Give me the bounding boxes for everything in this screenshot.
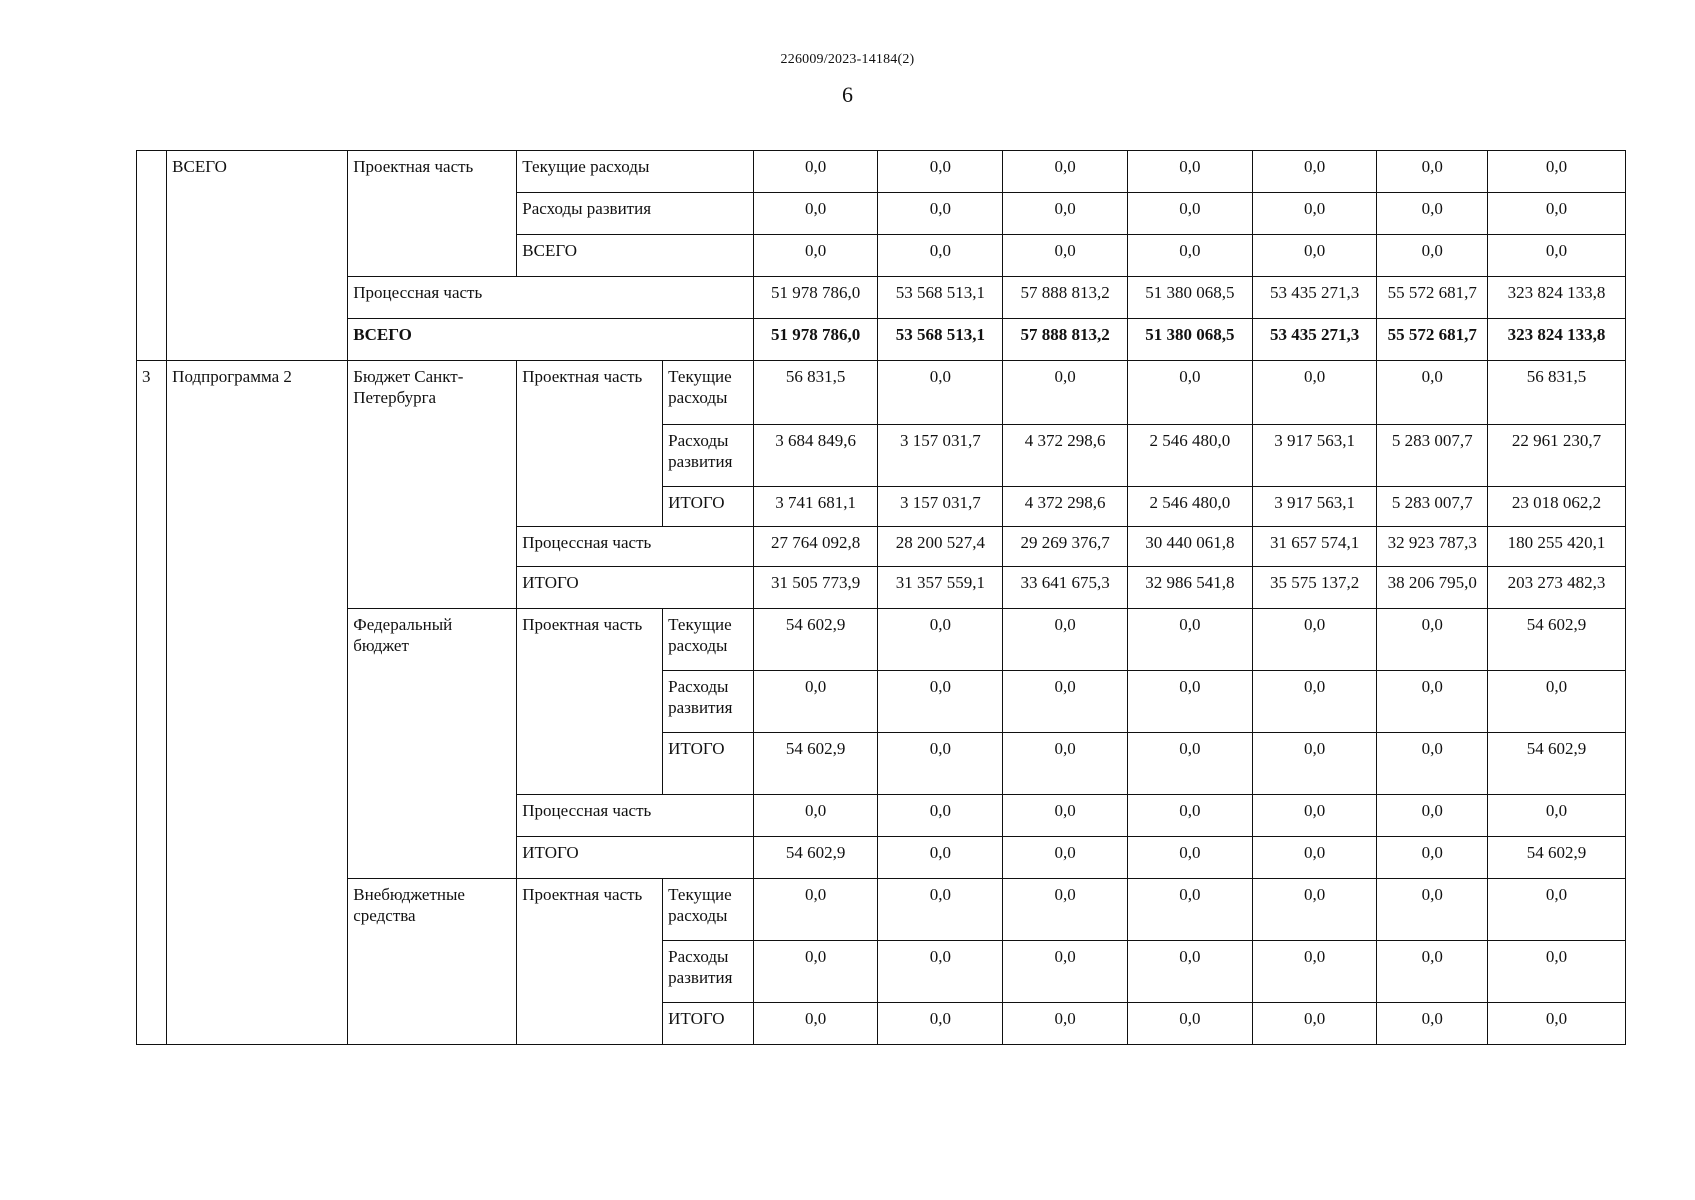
value-cell: 31 505 773,9 [753, 567, 878, 609]
value-cell: 0,0 [1127, 879, 1252, 941]
value-cell: 0,0 [753, 1003, 878, 1045]
value-cell: 0,0 [878, 361, 1003, 425]
value-cell: 0,0 [1252, 193, 1377, 235]
value-cell: 0,0 [1252, 795, 1377, 837]
value-cell: 3 157 031,7 [878, 487, 1003, 527]
value-cell: 0,0 [1488, 151, 1626, 193]
value-cell: 0,0 [1127, 671, 1252, 733]
value-cell: 0,0 [1488, 879, 1626, 941]
value-cell: 0,0 [878, 1003, 1003, 1045]
subprogram-name: Подпрограмма 2 [167, 361, 348, 1045]
current-expenses-label: Текущие расходы [517, 151, 753, 193]
value-cell: 0,0 [878, 837, 1003, 879]
value-cell: 0,0 [1127, 609, 1252, 671]
value-cell: 0,0 [1377, 151, 1488, 193]
value-cell: 0,0 [1377, 879, 1488, 941]
value-cell: 2 546 480,0 [1127, 487, 1252, 527]
current-expenses-label: Текущие расходы [663, 361, 754, 425]
project-part-label: Проектная часть [517, 609, 663, 795]
value-cell: 0,0 [1003, 795, 1128, 837]
value-cell: 0,0 [1488, 671, 1626, 733]
value-cell: 0,0 [1003, 235, 1128, 277]
budget-table [136, 150, 1626, 1045]
value-cell: 57 888 813,2 [1003, 277, 1128, 319]
value-cell: 0,0 [1488, 795, 1626, 837]
value-cell: 0,0 [878, 941, 1003, 1003]
value-cell: 4 372 298,6 [1003, 487, 1128, 527]
value-cell: 0,0 [1252, 671, 1377, 733]
value-cell: 0,0 [1377, 235, 1488, 277]
value-cell: 2 546 480,0 [1127, 425, 1252, 487]
value-cell: 0,0 [1377, 1003, 1488, 1045]
value-cell: 54 602,9 [1488, 609, 1626, 671]
value-cell: 0,0 [1252, 837, 1377, 879]
value-cell: 0,0 [1127, 151, 1252, 193]
project-part-label: Проектная часть [517, 879, 663, 1045]
value-cell: 0,0 [1003, 671, 1128, 733]
page-number: 6 [842, 82, 853, 107]
value-cell: 51 978 786,0 [753, 319, 878, 361]
value-cell: 0,0 [1377, 609, 1488, 671]
value-cell: 0,0 [878, 151, 1003, 193]
value-cell: 32 986 541,8 [1127, 567, 1252, 609]
value-cell: 27 764 092,8 [753, 527, 878, 567]
value-cell: 54 602,9 [753, 837, 878, 879]
value-cell: 0,0 [1377, 361, 1488, 425]
value-cell: 29 269 376,7 [1003, 527, 1128, 567]
source-total-label: ИТОГО [517, 837, 753, 879]
value-cell: 0,0 [1252, 361, 1377, 425]
value-cell: 0,0 [1127, 361, 1252, 425]
value-cell: 0,0 [1377, 941, 1488, 1003]
value-cell: 0,0 [753, 795, 878, 837]
funding-source-spb: Бюджет Санкт-Петербурга [348, 361, 517, 609]
value-cell: 0,0 [878, 733, 1003, 795]
value-cell: 0,0 [1003, 151, 1128, 193]
value-cell: 0,0 [1377, 193, 1488, 235]
development-expenses-label: Расходы развития [663, 941, 754, 1003]
value-cell: 55 572 681,7 [1377, 319, 1488, 361]
value-cell: 5 283 007,7 [1377, 487, 1488, 527]
value-cell: 28 200 527,4 [878, 527, 1003, 567]
value-cell: 0,0 [753, 879, 878, 941]
value-cell: 0,0 [1127, 837, 1252, 879]
value-cell: 0,0 [1488, 941, 1626, 1003]
value-cell: 0,0 [753, 671, 878, 733]
value-cell: 53 435 271,3 [1252, 277, 1377, 319]
value-cell: 30 440 061,8 [1127, 527, 1252, 567]
itogo-label: ИТОГО [663, 487, 754, 527]
value-cell: 0,0 [1488, 235, 1626, 277]
value-cell: 0,0 [1003, 837, 1128, 879]
value-cell: 0,0 [753, 193, 878, 235]
document-id: 226009/2023-14184(2) [780, 52, 915, 67]
value-cell: 0,0 [1252, 609, 1377, 671]
value-cell: 33 641 675,3 [1003, 567, 1128, 609]
value-cell: 55 572 681,7 [1377, 277, 1488, 319]
itogo-label: ИТОГО [663, 1003, 754, 1045]
row-number-cell [137, 151, 167, 361]
project-part-label: Проектная часть [348, 151, 517, 277]
value-cell: 4 372 298,6 [1003, 425, 1128, 487]
value-cell: 38 206 795,0 [1377, 567, 1488, 609]
value-cell: 51 380 068,5 [1127, 277, 1252, 319]
value-cell: 0,0 [878, 795, 1003, 837]
value-cell: 0,0 [878, 609, 1003, 671]
value-cell: 0,0 [1127, 1003, 1252, 1045]
value-cell: 3 917 563,1 [1252, 487, 1377, 527]
value-cell: 0,0 [878, 193, 1003, 235]
value-cell: 0,0 [1252, 941, 1377, 1003]
value-cell: 0,0 [1127, 941, 1252, 1003]
project-total-label: ВСЕГО [517, 235, 753, 277]
value-cell: 0,0 [1377, 733, 1488, 795]
value-cell: 0,0 [1127, 795, 1252, 837]
value-cell: 0,0 [1003, 1003, 1128, 1045]
value-cell: 31 357 559,1 [878, 567, 1003, 609]
value-cell: 0,0 [1127, 733, 1252, 795]
value-cell: 323 824 133,8 [1488, 319, 1626, 361]
grand-total-label: ВСЕГО [348, 319, 753, 361]
table-row [137, 879, 1626, 941]
current-expenses-label: Текущие расходы [663, 609, 754, 671]
value-cell: 32 923 787,3 [1377, 527, 1488, 567]
value-cell: 0,0 [1252, 151, 1377, 193]
value-cell: 51 978 786,0 [753, 277, 878, 319]
value-cell: 0,0 [1252, 879, 1377, 941]
value-cell: 0,0 [753, 941, 878, 1003]
value-cell: 0,0 [1377, 837, 1488, 879]
value-cell: 0,0 [1488, 193, 1626, 235]
value-cell: 0,0 [1003, 879, 1128, 941]
process-part-label: Процессная часть [517, 795, 753, 837]
value-cell: 54 602,9 [753, 609, 878, 671]
value-cell: 0,0 [753, 235, 878, 277]
value-cell: 56 831,5 [1488, 361, 1626, 425]
table-row [137, 151, 1626, 193]
value-cell: 3 741 681,1 [753, 487, 878, 527]
funding-source-extrabudgetary: Внебюджетные средства [348, 879, 517, 1045]
value-cell: 0,0 [1252, 235, 1377, 277]
value-cell: 0,0 [1003, 609, 1128, 671]
value-cell: 0,0 [1003, 733, 1128, 795]
value-cell: 0,0 [1488, 1003, 1626, 1045]
row-number: 3 [137, 361, 167, 1045]
value-cell: 23 018 062,2 [1488, 487, 1626, 527]
total-label: ВСЕГО [167, 151, 348, 361]
value-cell: 56 831,5 [753, 361, 878, 425]
value-cell: 0,0 [1127, 193, 1252, 235]
value-cell: 54 602,9 [1488, 733, 1626, 795]
itogo-label: ИТОГО [663, 733, 754, 795]
value-cell: 53 435 271,3 [1252, 319, 1377, 361]
value-cell: 35 575 137,2 [1252, 567, 1377, 609]
development-expenses-label: Расходы развития [663, 425, 754, 487]
value-cell: 0,0 [1252, 733, 1377, 795]
value-cell: 54 602,9 [1488, 837, 1626, 879]
value-cell: 0,0 [1003, 941, 1128, 1003]
value-cell: 0,0 [1003, 361, 1128, 425]
value-cell: 53 568 513,1 [878, 319, 1003, 361]
value-cell: 51 380 068,5 [1127, 319, 1252, 361]
value-cell: 54 602,9 [753, 733, 878, 795]
value-cell: 0,0 [753, 151, 878, 193]
value-cell: 3 684 849,6 [753, 425, 878, 487]
table-row [137, 609, 1626, 671]
value-cell: 203 273 482,3 [1488, 567, 1626, 609]
process-part-label: Процессная часть [517, 527, 753, 567]
value-cell: 0,0 [1252, 1003, 1377, 1045]
table-row [137, 361, 1626, 425]
source-total-label: ИТОГО [517, 567, 753, 609]
value-cell: 0,0 [1377, 795, 1488, 837]
value-cell: 57 888 813,2 [1003, 319, 1128, 361]
value-cell: 0,0 [878, 671, 1003, 733]
process-part-label: Процессная часть [348, 277, 753, 319]
value-cell: 0,0 [1003, 193, 1128, 235]
project-part-label: Проектная часть [517, 361, 663, 527]
value-cell: 180 255 420,1 [1488, 527, 1626, 567]
development-expenses-label: Расходы развития [663, 671, 754, 733]
value-cell: 3 917 563,1 [1252, 425, 1377, 487]
value-cell: 0,0 [1377, 671, 1488, 733]
current-expenses-label: Текущие расходы [663, 879, 754, 941]
value-cell: 53 568 513,1 [878, 277, 1003, 319]
development-expenses-label: Расходы развития [517, 193, 753, 235]
value-cell: 22 961 230,7 [1488, 425, 1626, 487]
funding-source-federal: Федеральный бюджет [348, 609, 517, 879]
value-cell: 0,0 [1127, 235, 1252, 277]
value-cell: 5 283 007,7 [1377, 425, 1488, 487]
value-cell: 31 657 574,1 [1252, 527, 1377, 567]
table-row [137, 277, 1626, 319]
value-cell: 0,0 [878, 879, 1003, 941]
value-cell: 0,0 [878, 235, 1003, 277]
value-cell: 323 824 133,8 [1488, 277, 1626, 319]
value-cell: 3 157 031,7 [878, 425, 1003, 487]
table-row [137, 319, 1626, 361]
